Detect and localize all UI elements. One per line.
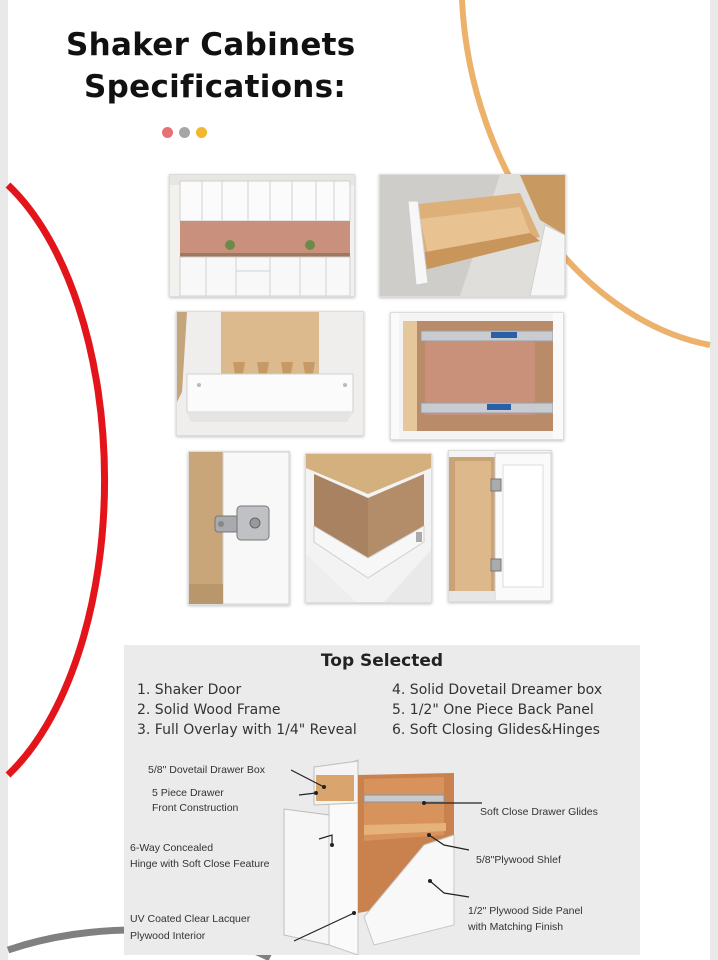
callout-drawer-front-line2: Front Construction — [152, 802, 239, 814]
feature-item: 6. Soft Closing Glides&Hinges — [392, 722, 600, 738]
page-title — [66, 24, 356, 108]
feature-item: 3. Full Overlay with 1/4" Reveal — [137, 722, 357, 738]
dot-gray — [179, 127, 190, 138]
top-selected-panel — [124, 645, 640, 955]
dot-red — [162, 127, 173, 138]
drawer-photo — [379, 174, 566, 297]
feature-item: 5. 1/2" One Piece Back Panel — [392, 702, 594, 718]
feature-item: 1. Shaker Door — [137, 682, 242, 698]
red-arc — [8, 185, 105, 775]
callout-plywood-shelf: 5/8"Plywood Shlef — [476, 854, 561, 866]
cabinet-door-photo — [448, 450, 552, 602]
callout-side-panel-line1: 1/2" Plywood Side Panel — [468, 905, 583, 917]
drawer-box — [316, 775, 354, 801]
dovetail-photo — [176, 311, 364, 436]
callout-side-panel-line2: with Matching Finish — [468, 921, 564, 933]
title-line-2: Specifications: — [84, 69, 347, 105]
door-panel — [284, 809, 329, 945]
dot-yellow — [196, 127, 207, 138]
callout-hinge-line1: 6-Way Concealed — [130, 842, 214, 854]
callout-soft-close-glides: Soft Close Drawer Glides — [480, 806, 598, 818]
hinge-photo — [188, 451, 290, 605]
callout-hinge-line2: Hinge with Soft Close Feature — [130, 858, 270, 870]
callout-drawer-front-line1: 5 Piece Drawer — [152, 787, 224, 799]
callout-lacquer-line2: Plywood Interior — [130, 930, 206, 942]
decorative-dots — [162, 127, 207, 138]
feature-item: 4. Solid Dovetail Dreamer box — [392, 682, 603, 698]
kitchen-photo — [169, 174, 355, 297]
corner-cabinet-photo — [305, 453, 432, 603]
callout-dovetail-drawer-box: 5/8" Dovetail Drawer Box — [148, 764, 265, 776]
feature-item: 2. Solid Wood Frame — [137, 702, 281, 718]
drawer-glides-photo — [390, 312, 564, 440]
title-line-1: Shaker Cabinets — [66, 27, 356, 63]
panel-title: Top Selected — [320, 651, 444, 671]
callout-lacquer-line1: UV Coated Clear Lacquer — [130, 913, 251, 925]
